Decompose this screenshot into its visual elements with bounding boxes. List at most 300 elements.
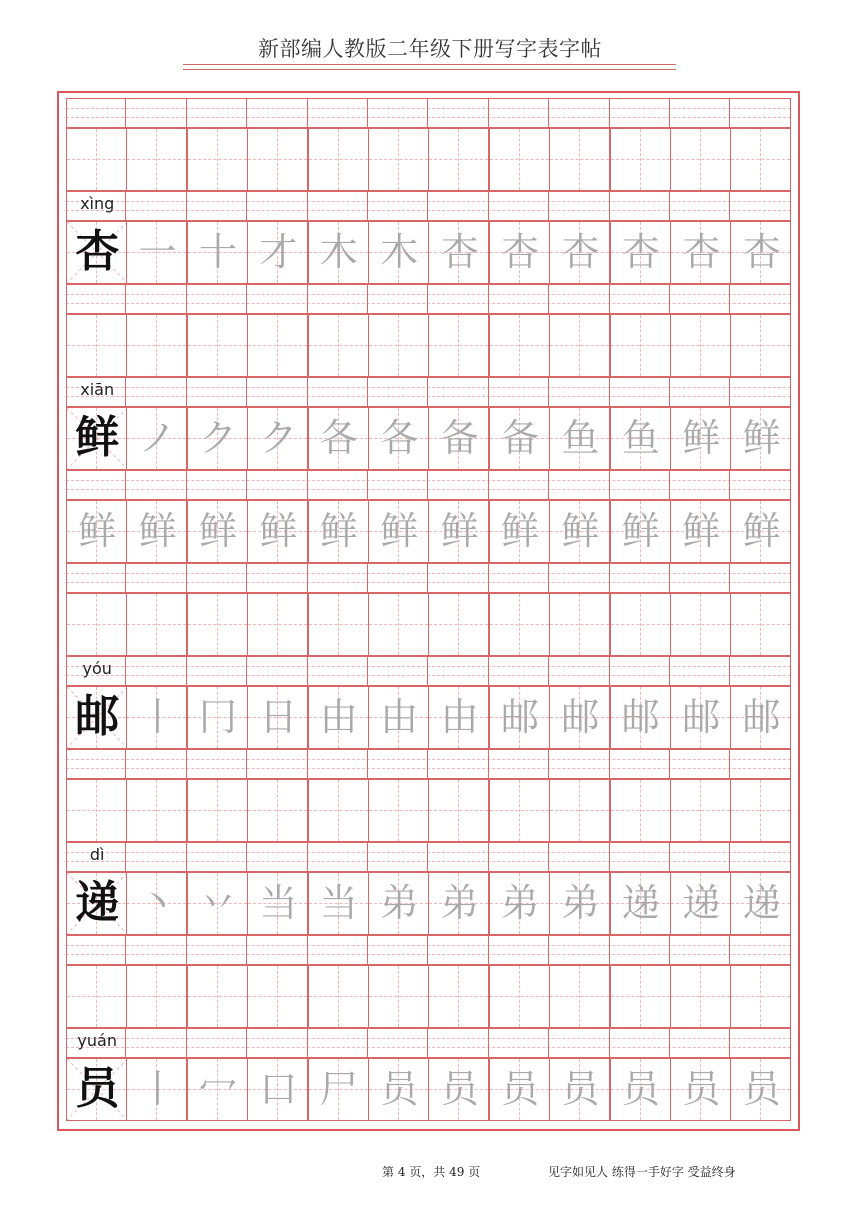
- writing-cell[interactable]: [187, 965, 248, 1028]
- pinyin-cell[interactable]: [670, 564, 730, 592]
- pinyin-cell[interactable]: [66, 471, 126, 499]
- writing-cell[interactable]: [66, 593, 127, 656]
- pinyin-cell[interactable]: [368, 843, 428, 871]
- pinyin-cell[interactable]: [489, 843, 549, 871]
- writing-cell[interactable]: [730, 593, 791, 656]
- pinyin-cell[interactable]: [730, 1029, 790, 1057]
- writing-cell[interactable]: [489, 500, 550, 563]
- pinyin-cell[interactable]: [489, 378, 549, 406]
- pinyin-cell[interactable]: [308, 378, 368, 406]
- pinyin-cell[interactable]: [247, 564, 307, 592]
- pinyin-cell[interactable]: [489, 1029, 549, 1057]
- title-underline: [183, 64, 676, 70]
- pinyin-cell[interactable]: [66, 99, 126, 127]
- trace-character: 弟: [380, 881, 419, 925]
- pinyin-cell[interactable]: [308, 843, 368, 871]
- writing-cell[interactable]: [428, 314, 489, 377]
- writing-cell[interactable]: [308, 1058, 369, 1121]
- writing-cell[interactable]: [368, 128, 429, 191]
- pinyin-cell[interactable]: [489, 99, 549, 127]
- writing-cell[interactable]: [187, 686, 248, 749]
- writing-cell[interactable]: [489, 872, 550, 935]
- pinyin-cell[interactable]: [428, 378, 488, 406]
- pinyin-cell[interactable]: [308, 1029, 368, 1057]
- pinyin-row: [66, 377, 791, 407]
- cell-guide-horizontal: [127, 159, 186, 160]
- writing-cell[interactable]: [670, 593, 731, 656]
- pinyin-cell[interactable]: [187, 378, 247, 406]
- pinyin-cell[interactable]: [187, 1029, 247, 1057]
- writing-cell[interactable]: [308, 593, 369, 656]
- cell-guide-horizontal: [67, 996, 126, 997]
- pinyin-cell[interactable]: [308, 750, 368, 778]
- pinyin-cell[interactable]: [549, 378, 609, 406]
- pinyin-cell[interactable]: [368, 471, 428, 499]
- pinyin-cell[interactable]: [428, 657, 488, 685]
- pinyin-cell[interactable]: [489, 750, 549, 778]
- writing-cell[interactable]: [308, 221, 369, 284]
- pinyin-cell[interactable]: [549, 564, 609, 592]
- trace-character: 丨: [138, 1067, 177, 1111]
- pinyin-cell[interactable]: [126, 471, 186, 499]
- writing-cell[interactable]: [187, 500, 248, 563]
- pinyin-cell[interactable]: [610, 1029, 670, 1057]
- writing-cell[interactable]: [126, 1058, 187, 1121]
- pinyin-cell[interactable]: [610, 564, 670, 592]
- pinyin-cell[interactable]: [126, 843, 186, 871]
- writing-cell[interactable]: [549, 128, 610, 191]
- writing-cell[interactable]: [549, 965, 610, 1028]
- writing-cell[interactable]: [428, 500, 489, 563]
- pinyin-cell[interactable]: [428, 750, 488, 778]
- writing-cell[interactable]: [610, 500, 671, 563]
- writing-cell[interactable]: [549, 407, 610, 470]
- writing-cell[interactable]: [670, 221, 731, 284]
- trace-character: 尸: [319, 1067, 358, 1111]
- writing-cell[interactable]: [247, 593, 308, 656]
- writing-cell[interactable]: [308, 128, 369, 191]
- cell-guide-horizontal: [369, 345, 428, 346]
- pinyin-cell[interactable]: [368, 564, 428, 592]
- pinyin-row: [66, 98, 791, 128]
- footer-motto: 见字如见人 练得一手好字 受益终身: [548, 1165, 736, 1179]
- writing-cell[interactable]: [247, 128, 308, 191]
- pinyin-cell[interactable]: [730, 564, 790, 592]
- trace-character: 冖: [198, 1067, 237, 1111]
- pinyin-cell[interactable]: [308, 564, 368, 592]
- trace-character: 鲜: [500, 509, 539, 553]
- pinyin-cell[interactable]: [308, 192, 368, 220]
- pinyin-cell[interactable]: [368, 378, 428, 406]
- pinyin-cell[interactable]: [126, 99, 186, 127]
- pinyin-cell[interactable]: [428, 843, 488, 871]
- writing-cell[interactable]: [489, 1058, 550, 1121]
- writing-cell[interactable]: [610, 686, 671, 749]
- pinyin-cell[interactable]: [126, 378, 186, 406]
- pinyin-cell[interactable]: [428, 471, 488, 499]
- pinyin-cell[interactable]: [247, 1029, 307, 1057]
- pinyin-cell[interactable]: [549, 192, 609, 220]
- cell-guide-horizontal: [248, 996, 307, 997]
- pinyin-cell[interactable]: [308, 99, 368, 127]
- writing-cell[interactable]: [368, 407, 429, 470]
- writing-cell[interactable]: [187, 407, 248, 470]
- writing-cell[interactable]: [610, 407, 671, 470]
- writing-cell[interactable]: [126, 686, 187, 749]
- pinyin-cell[interactable]: [247, 936, 307, 964]
- writing-cell[interactable]: [428, 407, 489, 470]
- pinyin-cell[interactable]: [670, 378, 730, 406]
- pinyin-cell[interactable]: [730, 657, 790, 685]
- pinyin-cell[interactable]: [428, 99, 488, 127]
- pinyin-cell[interactable]: [187, 471, 247, 499]
- writing-cell[interactable]: [187, 593, 248, 656]
- pinyin-cell[interactable]: [670, 657, 730, 685]
- writing-cell[interactable]: [670, 872, 731, 935]
- pinyin-cell[interactable]: [368, 99, 428, 127]
- pinyin-cell[interactable]: [610, 750, 670, 778]
- pinyin-cell[interactable]: [610, 936, 670, 964]
- pinyin-cell[interactable]: [126, 750, 186, 778]
- cell-guide-horizontal: [611, 624, 670, 625]
- cell-guide-horizontal: [550, 345, 609, 346]
- writing-cell[interactable]: [66, 1058, 127, 1121]
- writing-cell[interactable]: [66, 779, 127, 842]
- pinyin-cell[interactable]: [247, 192, 307, 220]
- pinyin-cell[interactable]: [308, 471, 368, 499]
- writing-cell[interactable]: [428, 128, 489, 191]
- writing-cell[interactable]: [126, 965, 187, 1028]
- writing-cell[interactable]: [610, 1058, 671, 1121]
- writing-cell[interactable]: [308, 314, 369, 377]
- writing-cell[interactable]: [489, 407, 550, 470]
- writing-cell[interactable]: [66, 686, 127, 749]
- writing-cell[interactable]: [247, 872, 308, 935]
- character-row: [66, 314, 791, 376]
- writing-cell[interactable]: [66, 965, 127, 1028]
- pinyin-cell[interactable]: [368, 657, 428, 685]
- writing-cell[interactable]: [428, 1058, 489, 1121]
- pinyin-cell[interactable]: [368, 192, 428, 220]
- pinyin-cell[interactable]: [730, 99, 790, 127]
- writing-cell[interactable]: [126, 221, 187, 284]
- model-character: 邮: [75, 691, 120, 742]
- pinyin-cell[interactable]: [670, 843, 730, 871]
- cell-guide-horizontal: [127, 810, 186, 811]
- writing-cell[interactable]: [368, 593, 429, 656]
- writing-cell[interactable]: [187, 221, 248, 284]
- pinyin-cell[interactable]: [730, 471, 790, 499]
- pinyin-cell[interactable]: [308, 285, 368, 313]
- pinyin-cell[interactable]: [187, 192, 247, 220]
- pinyin-cell[interactable]: [368, 750, 428, 778]
- writing-cell[interactable]: [247, 779, 308, 842]
- writing-cell[interactable]: [368, 1058, 429, 1121]
- writing-cell[interactable]: [187, 779, 248, 842]
- pinyin-cell[interactable]: [126, 936, 186, 964]
- pinyin-cell[interactable]: [187, 564, 247, 592]
- writing-cell[interactable]: [730, 965, 791, 1028]
- pinyin-cell[interactable]: [368, 285, 428, 313]
- pinyin-cell[interactable]: [730, 843, 790, 871]
- writing-cell[interactable]: [489, 593, 550, 656]
- pinyin-cell[interactable]: [730, 750, 790, 778]
- pinyin-cell[interactable]: [610, 99, 670, 127]
- trace-character: 鲜: [138, 509, 177, 553]
- writing-cell[interactable]: [670, 965, 731, 1028]
- pinyin-cell[interactable]: [670, 750, 730, 778]
- pinyin-cell[interactable]: [187, 936, 247, 964]
- writing-cell[interactable]: [670, 128, 731, 191]
- writing-cell[interactable]: [730, 1058, 791, 1121]
- pinyin-cell[interactable]: [730, 192, 790, 220]
- pinyin-cell[interactable]: [489, 471, 549, 499]
- pinyin-cell[interactable]: [247, 750, 307, 778]
- pinyin-cell[interactable]: [428, 1029, 488, 1057]
- writing-cell[interactable]: [247, 965, 308, 1028]
- writing-cell[interactable]: [610, 779, 671, 842]
- pinyin-cell[interactable]: [670, 285, 730, 313]
- writing-cell[interactable]: [247, 407, 308, 470]
- writing-cell[interactable]: [126, 128, 187, 191]
- writing-cell[interactable]: [368, 500, 429, 563]
- pinyin-cell[interactable]: [66, 843, 126, 871]
- pinyin-cell[interactable]: [730, 378, 790, 406]
- writing-cell[interactable]: [66, 128, 127, 191]
- writing-cell[interactable]: [610, 872, 671, 935]
- writing-cell[interactable]: [187, 1058, 248, 1121]
- writing-cell[interactable]: [670, 500, 731, 563]
- writing-cell[interactable]: [187, 872, 248, 935]
- writing-cell[interactable]: [730, 128, 791, 191]
- pinyin-cell[interactable]: [428, 564, 488, 592]
- writing-cell[interactable]: [610, 221, 671, 284]
- writing-cell[interactable]: [187, 128, 248, 191]
- writing-cell[interactable]: [308, 407, 369, 470]
- writing-cell[interactable]: [730, 500, 791, 563]
- writing-cell[interactable]: [428, 221, 489, 284]
- writing-cell[interactable]: [549, 593, 610, 656]
- trace-character: 员: [380, 1067, 419, 1111]
- pinyin-cell[interactable]: [308, 936, 368, 964]
- writing-cell[interactable]: [368, 221, 429, 284]
- writing-cell[interactable]: [308, 779, 369, 842]
- pinyin-cell[interactable]: [308, 657, 368, 685]
- writing-cell[interactable]: [308, 500, 369, 563]
- pinyin-cell[interactable]: [549, 285, 609, 313]
- writing-cell[interactable]: [368, 779, 429, 842]
- pinyin-cell[interactable]: [670, 192, 730, 220]
- trace-character: 员: [440, 1067, 479, 1111]
- writing-cell[interactable]: [66, 872, 127, 935]
- writing-cell[interactable]: [670, 686, 731, 749]
- pinyin-cell[interactable]: [66, 936, 126, 964]
- writing-cell[interactable]: [549, 779, 610, 842]
- writing-cell[interactable]: [610, 593, 671, 656]
- trace-character: ク: [259, 416, 298, 460]
- pinyin-cell[interactable]: [126, 192, 186, 220]
- pinyin-cell[interactable]: [610, 192, 670, 220]
- character-row: [66, 221, 791, 283]
- pinyin-cell[interactable]: [66, 378, 126, 406]
- writing-cell[interactable]: [308, 872, 369, 935]
- pinyin-cell[interactable]: [549, 99, 609, 127]
- pinyin-cell[interactable]: [489, 564, 549, 592]
- pinyin-cell[interactable]: [187, 285, 247, 313]
- writing-cell[interactable]: [730, 314, 791, 377]
- writing-cell[interactable]: [549, 221, 610, 284]
- writing-cell[interactable]: [670, 1058, 731, 1121]
- pinyin-cell[interactable]: [247, 657, 307, 685]
- writing-cell[interactable]: [247, 1058, 308, 1121]
- writing-cell[interactable]: [489, 128, 550, 191]
- pinyin-cell[interactable]: [247, 99, 307, 127]
- writing-cell[interactable]: [489, 686, 550, 749]
- pinyin-cell[interactable]: [247, 378, 307, 406]
- pinyin-cell[interactable]: [187, 750, 247, 778]
- pinyin-cell[interactable]: [126, 564, 186, 592]
- writing-cell[interactable]: [489, 965, 550, 1028]
- pinyin-cell[interactable]: [610, 378, 670, 406]
- pinyin-cell[interactable]: [610, 843, 670, 871]
- pinyin-cell[interactable]: [126, 285, 186, 313]
- pinyin-cell[interactable]: [549, 471, 609, 499]
- writing-cell[interactable]: [489, 221, 550, 284]
- writing-cell[interactable]: [66, 500, 127, 563]
- cell-guide-horizontal: [731, 345, 790, 346]
- writing-cell[interactable]: [126, 500, 187, 563]
- pinyin-cell[interactable]: [549, 1029, 609, 1057]
- trace-character: 员: [682, 1067, 721, 1111]
- writing-cell[interactable]: [549, 314, 610, 377]
- cell-guide-horizontal: [67, 810, 126, 811]
- writing-cell[interactable]: [428, 686, 489, 749]
- writing-cell[interactable]: [308, 686, 369, 749]
- pinyin-cell[interactable]: [66, 1029, 126, 1057]
- writing-cell[interactable]: [126, 314, 187, 377]
- writing-cell[interactable]: [610, 965, 671, 1028]
- writing-cell[interactable]: [308, 965, 369, 1028]
- pinyin-cell[interactable]: [428, 285, 488, 313]
- writing-cell[interactable]: [730, 407, 791, 470]
- writing-cell[interactable]: [489, 779, 550, 842]
- trace-character: 日: [259, 695, 298, 739]
- pinyin-cell[interactable]: [670, 471, 730, 499]
- pinyin-cell[interactable]: [489, 285, 549, 313]
- pinyin-cell[interactable]: [610, 657, 670, 685]
- writing-cell[interactable]: [126, 872, 187, 935]
- pinyin-cell[interactable]: [489, 657, 549, 685]
- writing-cell[interactable]: [610, 128, 671, 191]
- pinyin-cell[interactable]: [489, 192, 549, 220]
- writing-cell[interactable]: [670, 779, 731, 842]
- pinyin-cell[interactable]: [66, 564, 126, 592]
- pinyin-cell[interactable]: [549, 936, 609, 964]
- pinyin-cell[interactable]: [610, 471, 670, 499]
- pinyin-cell[interactable]: [670, 936, 730, 964]
- trace-character: 丷: [198, 881, 237, 925]
- pinyin-cell[interactable]: [428, 936, 488, 964]
- pinyin-cell[interactable]: [66, 750, 126, 778]
- trace-character: 备: [500, 416, 539, 460]
- writing-cell[interactable]: [368, 686, 429, 749]
- pinyin-cell[interactable]: [66, 285, 126, 313]
- writing-cell[interactable]: [730, 221, 791, 284]
- writing-cell[interactable]: [428, 965, 489, 1028]
- writing-cell[interactable]: [247, 314, 308, 377]
- writing-cell[interactable]: [247, 500, 308, 563]
- writing-cell[interactable]: [368, 314, 429, 377]
- trace-character: 十: [198, 230, 237, 274]
- writing-cell[interactable]: [549, 872, 610, 935]
- pinyin-cell[interactable]: [187, 657, 247, 685]
- writing-cell[interactable]: [549, 686, 610, 749]
- pinyin-cell[interactable]: [489, 936, 549, 964]
- pinyin-cell[interactable]: [368, 1029, 428, 1057]
- writing-cell[interactable]: [670, 407, 731, 470]
- writing-cell[interactable]: [610, 314, 671, 377]
- pinyin-cell[interactable]: [549, 750, 609, 778]
- writing-cell[interactable]: [247, 686, 308, 749]
- writing-cell[interactable]: [126, 593, 187, 656]
- pinyin-cell[interactable]: [428, 192, 488, 220]
- pinyin-cell[interactable]: [549, 843, 609, 871]
- pinyin-cell[interactable]: [66, 657, 126, 685]
- cell-guide-horizontal: [67, 624, 126, 625]
- writing-cell[interactable]: [187, 314, 248, 377]
- writing-cell[interactable]: [730, 686, 791, 749]
- writing-cell[interactable]: [126, 407, 187, 470]
- writing-cell[interactable]: [368, 872, 429, 935]
- writing-cell[interactable]: [428, 779, 489, 842]
- pinyin-cell[interactable]: [670, 1029, 730, 1057]
- pinyin-cell[interactable]: [126, 657, 186, 685]
- writing-cell[interactable]: [368, 965, 429, 1028]
- writing-cell[interactable]: [549, 500, 610, 563]
- writing-cell[interactable]: [66, 221, 127, 284]
- writing-cell[interactable]: [247, 221, 308, 284]
- pinyin-cell[interactable]: [730, 285, 790, 313]
- writing-cell[interactable]: [489, 314, 550, 377]
- pinyin-cell[interactable]: [187, 843, 247, 871]
- writing-cell[interactable]: [428, 872, 489, 935]
- pinyin-cell[interactable]: [126, 1029, 186, 1057]
- pinyin-cell[interactable]: [610, 285, 670, 313]
- pinyin-cell[interactable]: [66, 192, 126, 220]
- writing-cell[interactable]: [66, 314, 127, 377]
- pinyin-cell[interactable]: [247, 285, 307, 313]
- pinyin-cell[interactable]: [247, 843, 307, 871]
- writing-cell[interactable]: [549, 1058, 610, 1121]
- cell-guide-horizontal: [127, 624, 186, 625]
- writing-cell[interactable]: [66, 407, 127, 470]
- pinyin-cell[interactable]: [187, 99, 247, 127]
- pinyin-cell[interactable]: [368, 936, 428, 964]
- writing-cell[interactable]: [730, 779, 791, 842]
- cell-guide-horizontal: [671, 996, 730, 997]
- writing-cell[interactable]: [126, 779, 187, 842]
- pinyin-cell[interactable]: [670, 99, 730, 127]
- cell-guide-horizontal: [490, 624, 549, 625]
- pinyin-cell[interactable]: [549, 657, 609, 685]
- writing-cell[interactable]: [428, 593, 489, 656]
- trace-character: 鲜: [621, 509, 660, 553]
- pinyin-cell[interactable]: [730, 936, 790, 964]
- cell-guide-horizontal: [369, 624, 428, 625]
- pinyin-cell[interactable]: [247, 471, 307, 499]
- writing-cell[interactable]: [730, 872, 791, 935]
- writing-cell[interactable]: [670, 314, 731, 377]
